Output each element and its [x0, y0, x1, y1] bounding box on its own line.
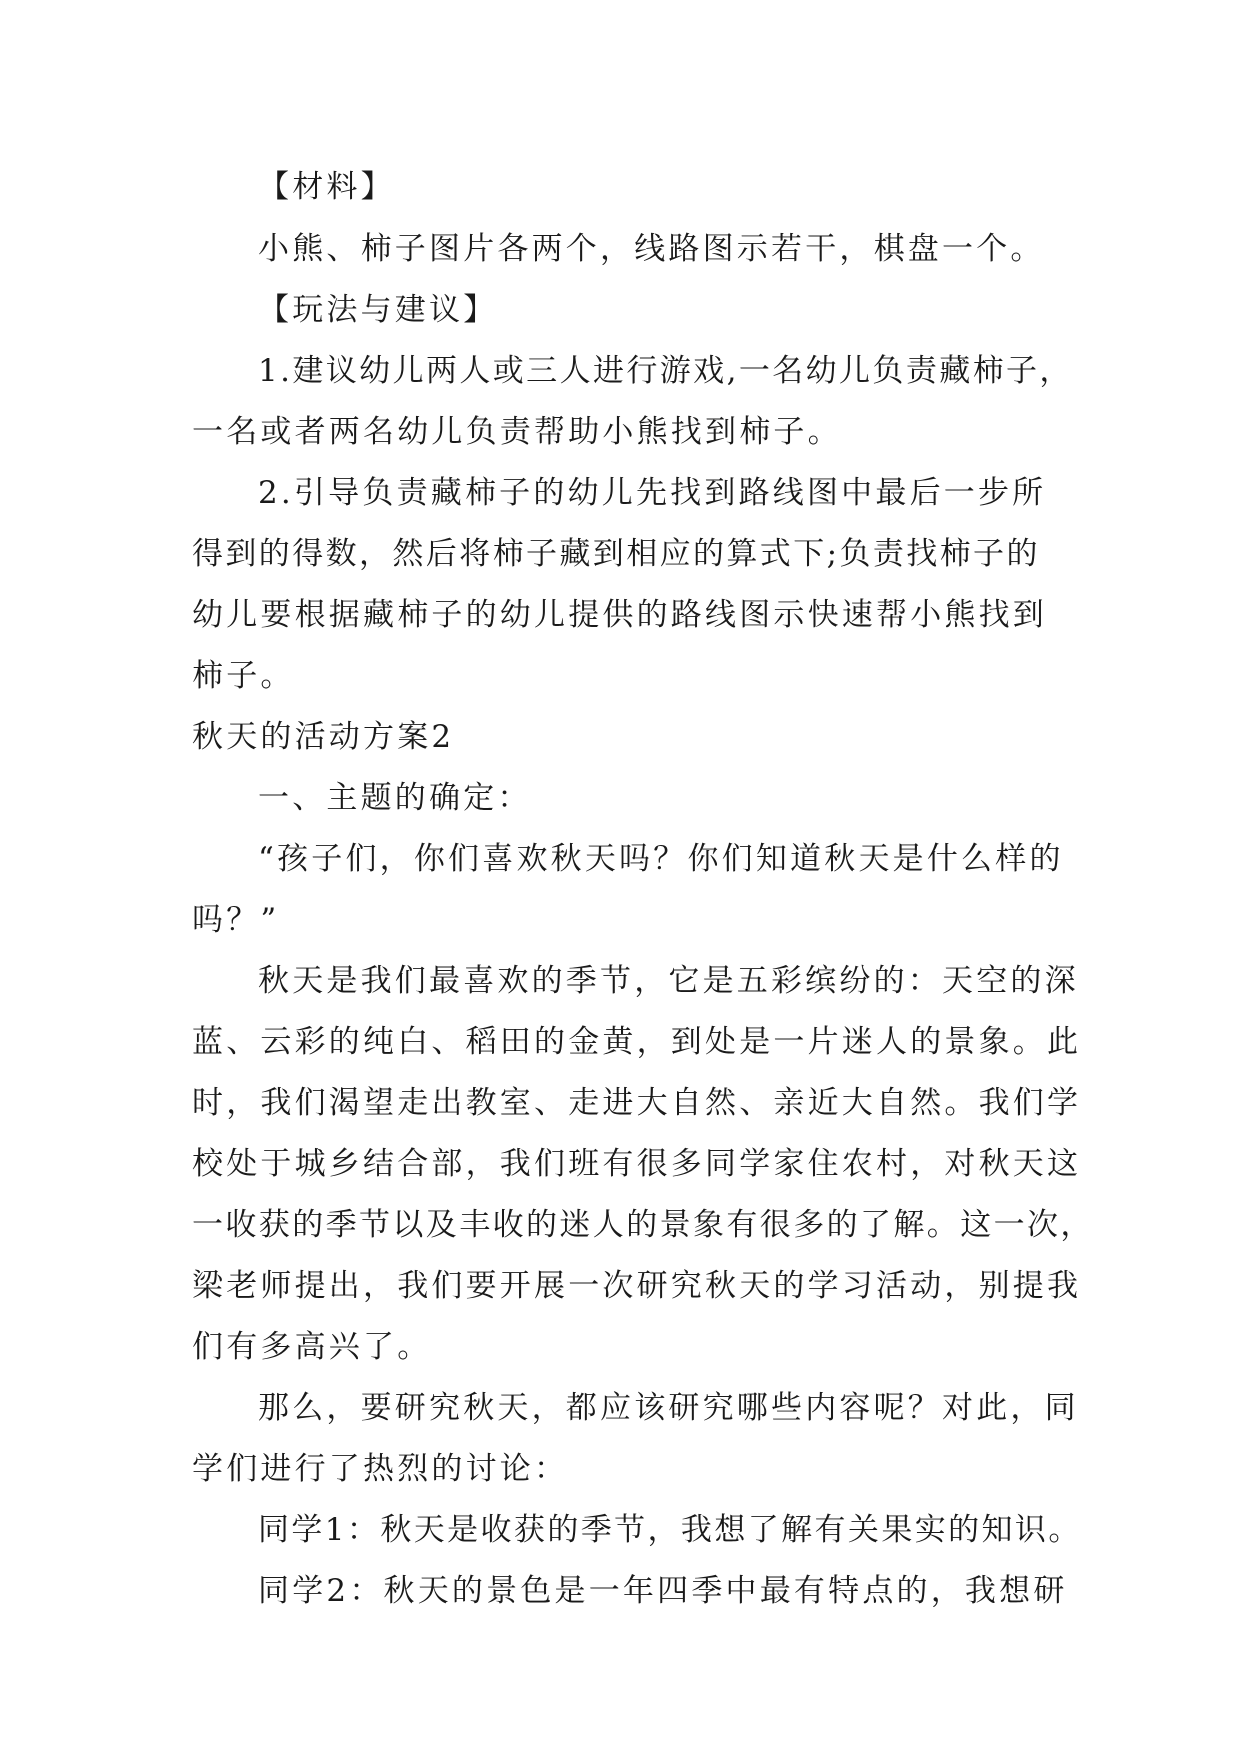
paragraph-line: 梁老师提出，我们要开展一次研究秋天的学习活动，别提我 [192, 1268, 1082, 1304]
paragraph-line: 2.引导负责藏柿子的幼儿先找到路线图中最后一步所 [258, 475, 1047, 511]
paragraph-line: 吗？” [192, 902, 280, 938]
paragraph-line: 1.建议幼儿两人或三人进行游戏,一名幼儿负责藏柿子， [258, 353, 1073, 389]
paragraph-line: “孩子们，你们喜欢秋天吗？你们知道秋天是什么样的 [258, 841, 1064, 877]
paragraph-line: 得到的得数，然后将柿子藏到相应的算式下;负责找柿子的 [192, 536, 1040, 572]
paragraph-line: 一收获的季节以及丰收的迷人的景象有很多的了解。这一次， [192, 1207, 1094, 1243]
section-heading-play-suggestions: 【玩法与建议】 [258, 292, 498, 328]
paragraph-line: 们有多高兴了。 [192, 1329, 432, 1365]
paragraph-line: 小熊、柿子图片各两个，线路图示若干，棋盘一个。 [258, 231, 1045, 267]
section-heading-topic: 一、主题的确定： [258, 780, 532, 816]
paragraph-line: 同学1：秋天是收获的季节，我想了解有关果实的知识。 [258, 1512, 1082, 1548]
paragraph-line: 柿子。 [192, 658, 295, 694]
section-heading-materials: 【材料】 [258, 169, 395, 205]
paragraph-line: 校处于城乡结合部，我们班有很多同学家住农村，对秋天这 [192, 1146, 1082, 1182]
paragraph-line: 一名或者两名幼儿负责帮助小熊找到柿子。 [192, 414, 842, 450]
paragraph-line: 秋天是我们最喜欢的季节，它是五彩缤纷的：天空的深 [258, 963, 1079, 999]
paragraph-line: 幼儿要根据藏柿子的幼儿提供的路线图示快速帮小熊找到 [192, 597, 1047, 633]
document-title: 秋天的活动方案2 [192, 719, 455, 755]
paragraph-line: 学们进行了热烈的讨论： [192, 1451, 569, 1487]
paragraph-line: 蓝、云彩的纯白、稻田的金黄，到处是一片迷人的景象。此 [192, 1024, 1082, 1060]
paragraph-line: 那么，要研究秋天，都应该研究哪些内容呢？对此，同 [258, 1390, 1079, 1426]
paragraph-line: 时，我们渴望走出教室、走进大自然、亲近大自然。我们学 [192, 1085, 1082, 1121]
paragraph-line: 同学2：秋天的景色是一年四季中最有特点的，我想研 [258, 1573, 1068, 1609]
